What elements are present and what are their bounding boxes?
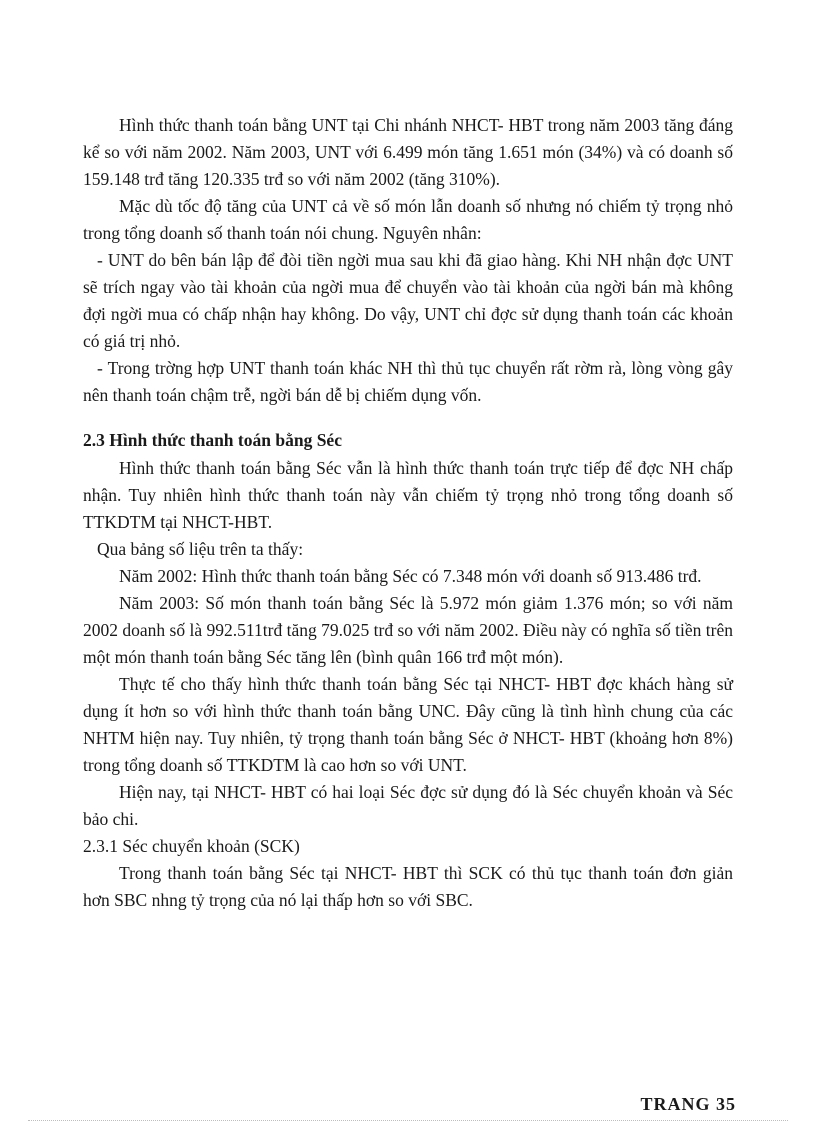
paragraph-unt-share: Mặc dù tốc độ tăng của UNT cả về số món lẫn doanh số nhưng nó chiếm tỷ trọng nhỏ trong tổng doanh số thanh toán nói chung. Nguyên nhân: [83,196,733,243]
section-heading-2-3: 2.3 Hình thức thanh toán bằng Séc [83,430,342,450]
document-body [83,112,733,914]
footer-divider [28,1120,788,1121]
page-number: TRANG 35 [640,1094,736,1114]
paragraph-cheque-usage: Thực tế cho thấy hình thức thanh toán bằng Séc tại NHCT- HBT đợc khách hàng sử dụng ít hơn so với hình thức thanh toán bằng UNC. Đây cũng là tình hình chung của các NHTM hiện nay. Tuy nhiên, tỷ trọng thanh toán bằng Séc ở NHCT- HBT (khoảng hơn 8%) trong tổng doanh số TTKDTM là cao hơn so với UNT. [83,674,733,775]
paragraph-unt-growth: Hình thức thanh toán bằng UNT tại Chi nhánh NHCT- HBT trong năm 2003 tăng đáng kể so với năm 2002. Năm 2003, UNT với 6.499 món tăng 1.651 món (34%) và có doanh số 159.148 trđ tăng 120.335 trđ so với năm 2002 (tăng 310%). [83,115,733,189]
paragraph-unt-reason-1: - UNT do bên bán lập để đòi tiền ngời mua sau khi đã giao hàng. Khi NH nhận đợc UNT sẽ trích ngay vào tài khoản của ngời mua để chuyển vào tài khoản của ngời bán mà không đợi ngời mua có chấp nhận hay không. Do vậy, UNT chỉ đợc sử dụng thanh toán các khoản có giá trị nhỏ. [83,250,733,351]
paragraph-year-2003: Năm 2003: Số món thanh toán bằng Séc là 5.972 món giảm 1.376 món; so với năm 2002 doanh số là 992.511trđ tăng 79.025 trđ so với năm 2002. Điều này có nghĩa số tiền trên một món thanh toán bằng Séc tăng lên (bình quân 166 trđ một món). [83,593,733,667]
paragraph-cheque-intro: Hình thức thanh toán bằng Séc vẫn là hình thức thanh toán trực tiếp để đợc NH chấp nhận. Tuy nhiên hình thức thanh toán này vẫn chiếm tỷ trọng nhỏ trong tổng doanh số TTKDTM tại NHCT-HBT. [83,458,733,532]
paragraph-sck: Trong thanh toán bằng Séc tại NHCT- HBT thì SCK có thủ tục thanh toán đơn giản hơn SBC nhng tỷ trọng của nó lại thấp hơn so với SBC. [83,863,733,910]
section-heading-2-3-1: 2.3.1 Séc chuyển khoản (SCK) [83,836,300,856]
paragraph-year-2002: Năm 2002: Hình thức thanh toán bằng Séc có 7.348 món với doanh số 913.486 trđ. [119,566,702,586]
paragraph-cheque-types: Hiện nay, tại NHCT- HBT có hai loại Séc đợc sử dụng đó là Séc chuyển khoản và Séc bảo chi. [83,782,733,829]
paragraph-table-lead: Qua bảng số liệu trên ta thấy: [97,539,304,559]
paragraph-unt-reason-2: - Trong trờng hợp UNT thanh toán khác NH thì thủ tục chuyển rất rờm rà, lòng vòng gây nên thanh toán chậm trễ, ngời bán dễ bị chiếm dụng vốn. [83,358,733,405]
